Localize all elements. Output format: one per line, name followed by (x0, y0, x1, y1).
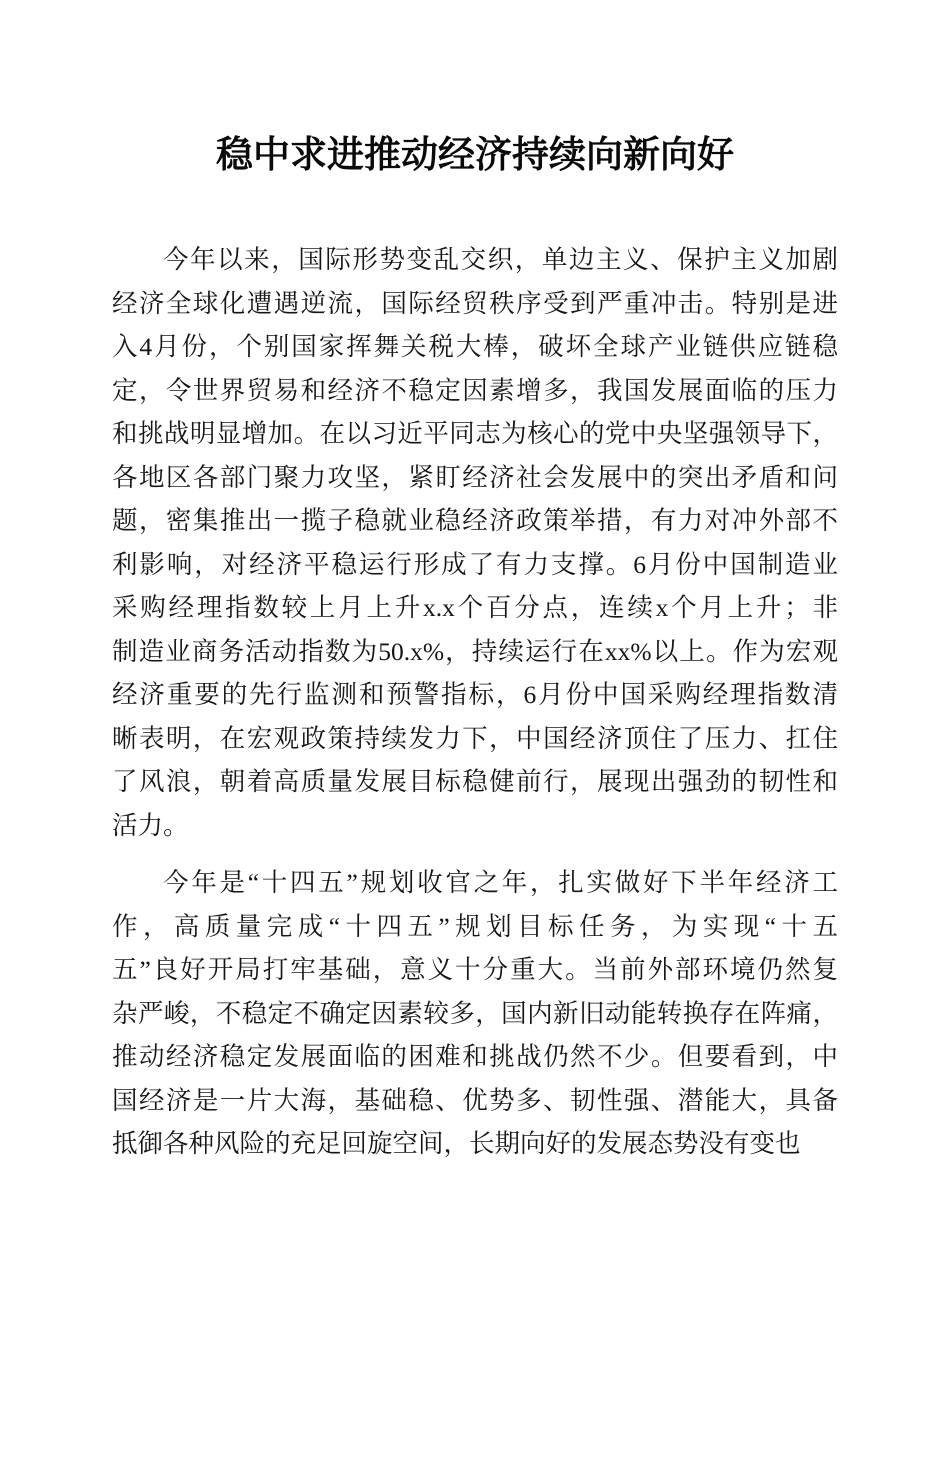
text-line: 五”良好开局打牢基础，意义十分重大。当前外部环境仍然复 (112, 955, 838, 984)
text-line: 杂严峻，不稳定不确定因素较多，国内新旧动能转换存在阵痛， (112, 998, 838, 1028)
text-line: 活力。 (112, 810, 189, 840)
text-line: 晰表明，在宏观政策持续发力下，中国经济顶住了压力、扛住 (112, 723, 838, 753)
text-line: 利影响，对经济平稳运行形成了有力支撑。6月份中国制造业 (112, 549, 838, 579)
text-line: 经济全球化遭遇逆流，国际经贸秩序受到严重冲击。特别是进 (112, 288, 838, 318)
text-line: 经济重要的先行监测和预警指标，6月份中国采购经理指数清 (112, 680, 838, 709)
text-line: 了风浪，朝着高质量发展目标稳健前行，展现出强劲的韧性和 (112, 767, 838, 796)
text-line: 推动经济稳定发展面临的困难和挑战仍然不少。但要看到，中 (112, 1042, 838, 1071)
document-title: 稳中求进推动经济持续向新向好 (216, 135, 734, 176)
text-line: 各地区各部门聚力攻坚，紧盯经济社会发展中的突出矛盾和问 (112, 462, 838, 492)
paragraph (112, 238, 838, 847)
text-line: 题，密集推出一揽子稳就业稳经济政策举措，有力对冲外部不 (112, 506, 838, 535)
document-page (0, 132, 950, 1476)
text-line: 今年是“十四五”规划收官之年，扎实做好下半年经济工 (163, 868, 838, 897)
text-line: 国经济是一片大海，基础稳、优势多、韧性强、潜能大，具备 (112, 1085, 838, 1115)
paragraph (112, 861, 838, 1166)
text-line: 定，令世界贸易和经济不稳定因素增多，我国发展面临的压力 (112, 375, 838, 405)
text-line: 采购经理指数较上月上升x.x个百分点，连续x个月上升；非 (112, 593, 838, 622)
text-line: 和挑战明显增加。在以习近平同志为核心的党中央坚强领导下， (112, 419, 838, 448)
text-line: 今年以来，国际形势变乱交织，单边主义、保护主义加剧 (163, 245, 838, 274)
text-line: 入4月份，个别国家挥舞关税大棒，破坏全球产业链供应链稳 (112, 332, 838, 361)
text-line: 抵御各种风险的充足回旋空间，长期向好的发展态势没有变也 (112, 1129, 801, 1158)
text-line: 作，高质量完成“十四五”规划目标任务，为实现“十五 (112, 911, 838, 941)
document-body (112, 238, 838, 1166)
text-line: 制造业商务活动指数为50.x%，持续运行在xx%以上。作为宏观 (112, 636, 838, 666)
